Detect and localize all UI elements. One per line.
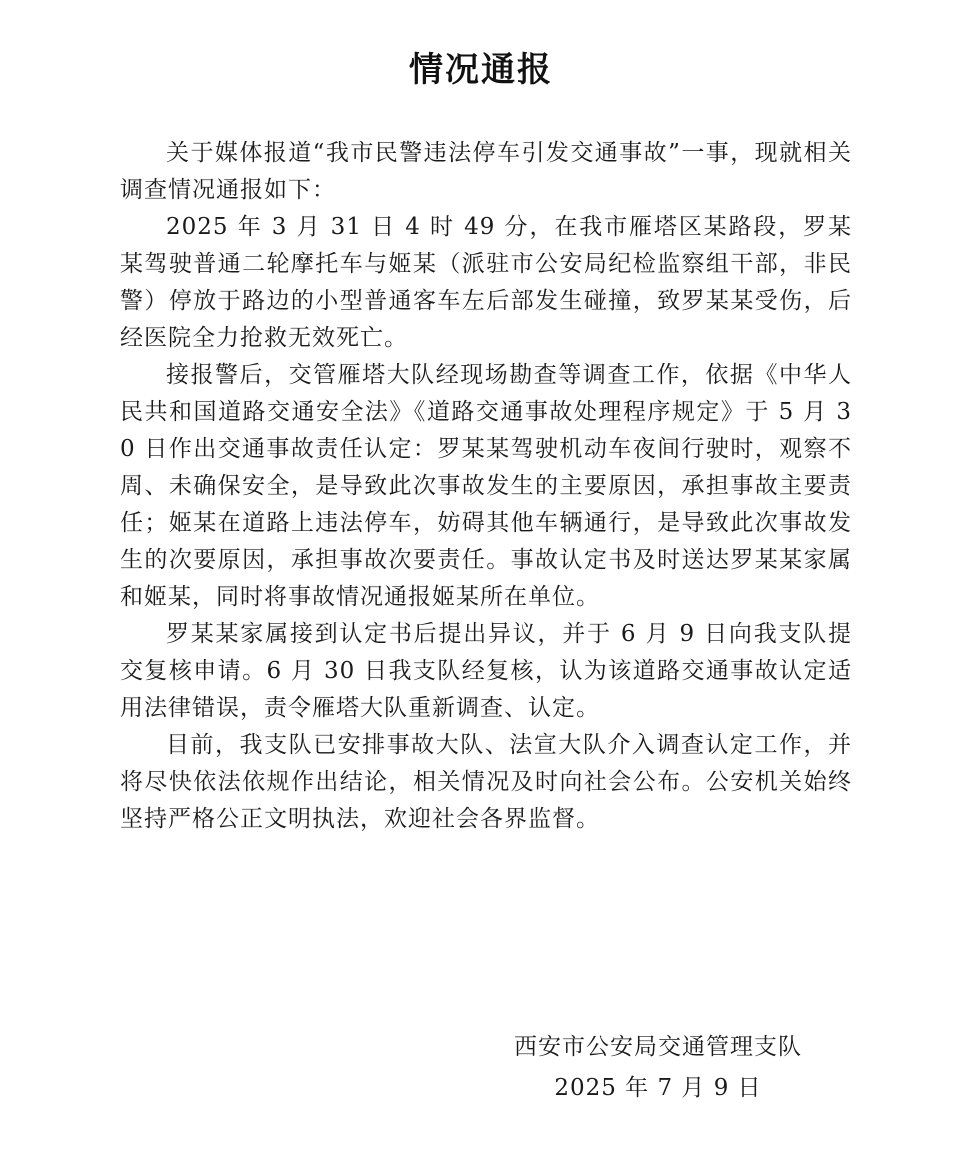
signature-block — [514, 1027, 802, 1109]
paragraph-review: 罗某某家属接到认定书后提出异议，并于 6 月 9 日向我支队提交复核申请。6 月 30 日我支队经复核，认为该道路交通事故认定适用法律错误，责令雁塔大队重新调查、认定。 — [120, 621, 852, 721]
issue-date: 2025 年 7 月 9 日 — [554, 1075, 762, 1101]
document-body — [120, 135, 852, 838]
document-title: 情况通报 — [409, 50, 553, 90]
paragraph-incident: 2025 年 3 月 31 日 4 时 49 分，在我市雁塔区某路段，罗某某驾驶普通二轮摩托车与姬某（派驻市公安局纪检监察组干部，非民警）停放于路边的小型普通客车左后部发生碰撞，致罗某某受伤，后经医院全力抢救无效死亡。 — [120, 214, 852, 351]
paragraph-intro: 关于媒体报道“我市民警违法停车引发交通事故”一事，现就相关调查情况通报如下： — [120, 140, 852, 203]
issuing-organization: 西安市公安局交通管理支队 — [514, 1034, 802, 1060]
paragraph-liability: 接报警后，交管雁塔大队经现场勘查等调查工作，依据《中华人民共和国道路交通安全法》《道路交通事故处理程序规定》于 5 月 30 日作出交通事故责任认定：罗某某驾驶机动车夜间行驶时，观察不周、未确保安全，是导致此次事故发生的主要原因，承担事故主要责任；姬某在道路上违法停车，妨碍其他车辆通行，是导致此次事故发生的次要原因，承担事故次要责任。事故认定书及时送达罗某某家属和姬某，同时将事故情况通报姬某所在单位。 — [120, 362, 852, 610]
paragraph-current-status: 目前，我支队已安排事故大队、法宣大队介入调查认定工作，并将尽快依法依规作出结论，相关情况及时向社会公布。公安机关始终坚持严格公正文明执法，欢迎社会各界监督。 — [120, 732, 852, 832]
